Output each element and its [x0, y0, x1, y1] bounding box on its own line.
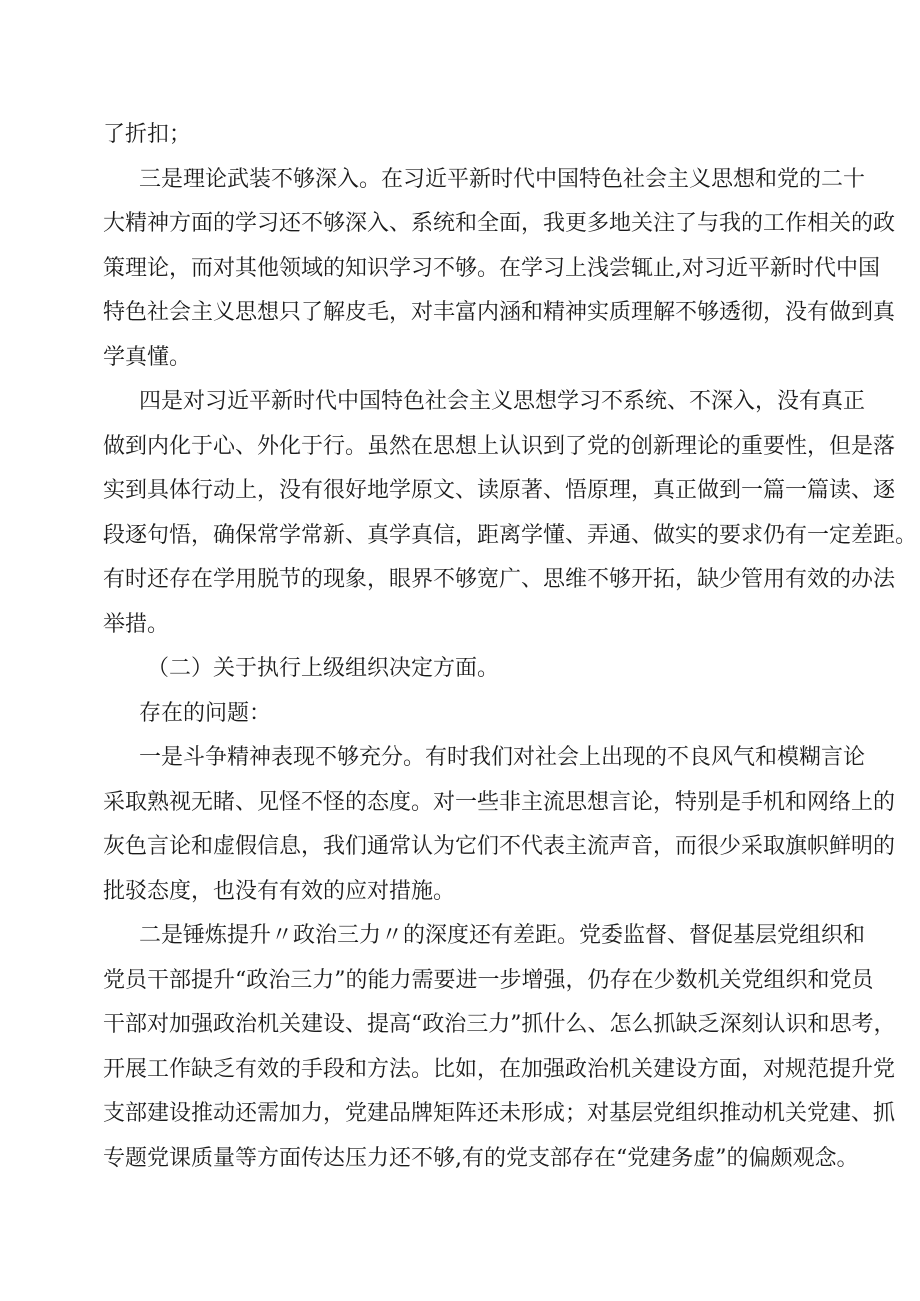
paragraph-start-line: 三是理论武装不够深入。在习近平新时代中国特色社会主义思想和党的二十	[139, 166, 866, 192]
text-line: 段逐句悟，确保常学常新、真学真信，距离学懂、弄通、做实的要求仍有一定差距。	[103, 522, 918, 548]
text-line: 灰色言论和虚假信息，我们通常认为它们不代表主流声音，而很少采取旗帜鲜明的	[103, 834, 896, 859]
subheading-line: 存在的问题：	[139, 700, 272, 726]
text-line: 采取熟视无睹、见怪不怪的态度。对一些非主流思想言论，特别是手机和网络上的	[103, 789, 896, 815]
text-line: 学真懂。	[103, 344, 192, 370]
text-line: 支部建设推动还需加力，党建品牌矩阵还未形成；对基层党组织推动机关党建、抓	[103, 1101, 896, 1126]
text-line: 策理论，而对其他领域的知识学习不够。在学习上浅尝辄止,对习近平新时代中国	[103, 255, 880, 281]
text-line: 专题党课质量等方面传达压力还不够,有的党支部存在“党建务虚”的偏颇观念。	[103, 1145, 859, 1171]
paragraph-start-line: 二是锤炼提升〃政治三力〃的深度还有差距。党委监督、督促基层党组织和	[139, 923, 866, 948]
text-line: 特色社会主义思想只了解皮毛，对丰富内涵和精神实质理解不够透彻，没有做到真	[103, 300, 896, 325]
text-line: 有时还存在学用脱节的现象，眼界不够宽广、思维不够开拓，缺少管用有效的办法	[103, 567, 896, 592]
text-line: 了折扣；	[103, 122, 192, 147]
text-line: 批驳态度，也没有有效的应对措施。	[103, 878, 456, 904]
text-line: 党员干部提升“政治三力”的能力需要进一步增强，仍存在少数机关党组织和党员	[103, 967, 874, 993]
text-line: 举措。	[103, 611, 170, 637]
text-line: 实到具体行动上，没有很好地学原文、读原著、悟原理，真正做到一篇一篇读、逐	[103, 478, 896, 503]
text-line: 大精神方面的学习还不够深入、系统和全面，我更多地关注了与我的工作相关的政	[103, 211, 896, 236]
paragraph-start-line: 一是斗争精神表现不够充分。有时我们对社会上出现的不良风气和模糊言论	[139, 745, 866, 770]
document-body	[103, 113, 918, 1181]
text-line: 开展工作缺乏有效的手段和方法。比如，在加强政治机关建设方面，对规范提升党	[103, 1056, 896, 1082]
text-line: 干部对加强政治机关建设、提高“政治三力”抓什么、怎么抓缺乏深刻认识和思考，	[103, 1012, 896, 1037]
text-line: 做到内化于心、外化于行。虽然在思想上认识到了党的创新理论的重要性，但是落	[103, 433, 896, 459]
section-heading: （二）关于执行上级组织决定方面。	[147, 656, 500, 681]
paragraph-start-line: 四是对习近平新时代中国特色社会主义思想学习不系统、不深入，没有真正	[139, 389, 866, 414]
